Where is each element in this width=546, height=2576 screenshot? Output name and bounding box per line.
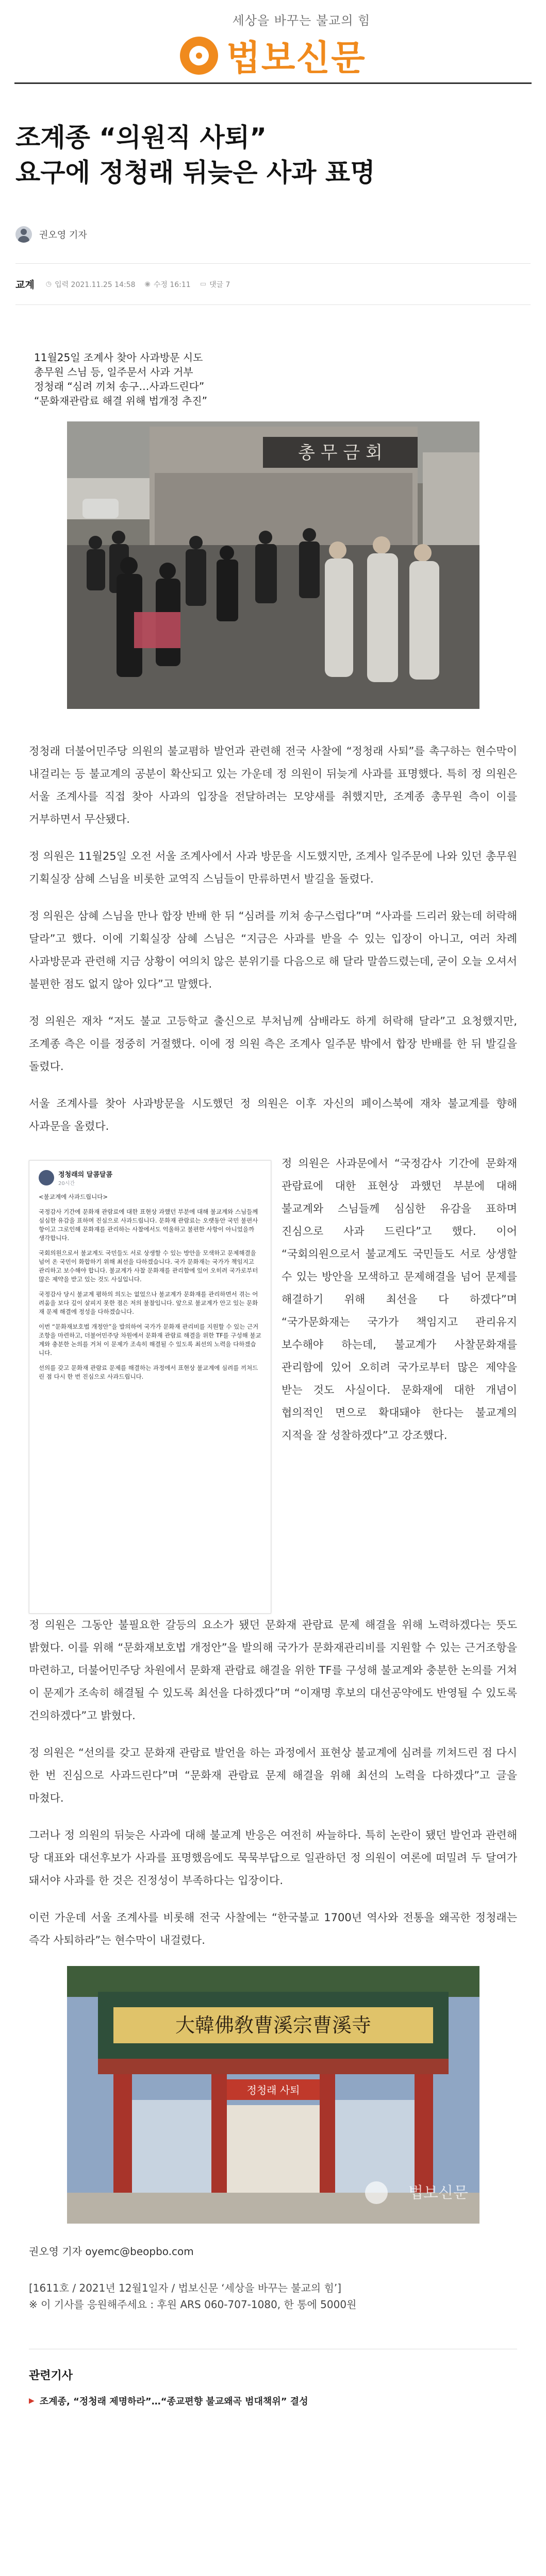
post-paragraph-1: <불교계에 사과드립니다> bbox=[39, 1193, 108, 1200]
post-paragraph-3: 국회의원으로서 불교계도 국민들도 서로 상생할 수 있는 방안을 모색하고 문제해결을 넘어 온 국민이 화합하기 위해 최선을 다하겠습니다. 국가 문화재는 국가가 책임지고 관리하고 보수해야 합니다. 불교계가 사찰 문화재를 관리함에 있어 오히려 국가로부터 많은 제약을 받고 있는 것도 사실입니다. bbox=[39, 1249, 258, 1283]
article-category[interactable]: 교계 bbox=[15, 279, 35, 291]
article-paragraph-3: 정 의원은 삼혜 스님을 만나 합장 반배 한 뒤 “심려를 끼쳐 송구스럽다”며 “사과를 드리러 왔는데 허락해 달라”고 했다. 이에 기획실장 삼혜 스님은 “지금은 사과를 받을 수 있는 입장이 아니고, 여러 차례 사과방문과 관련해 지금 상황이 여의치 않은 분위기를 다음으로 해 달라 말씀드렸는데, 굳이 오늘 오셔서 불편한 점도 없지 않아 있다”고 말했다. bbox=[29, 910, 517, 990]
author-avatar-icon bbox=[15, 226, 32, 243]
photo-visit-illustration bbox=[67, 421, 479, 709]
bullet-icon: ▶ bbox=[29, 2397, 35, 2405]
post-body bbox=[39, 1193, 261, 1381]
modified-item bbox=[145, 279, 191, 290]
related-item[interactable] bbox=[29, 2394, 517, 2408]
post-paragraph-6: 선의를 갖고 문화재 관람료 문제를 해결하는 과정에서 표현상 불교계에 심려를 끼쳐드린 점 다시 한 번 진심으로 사과드립니다. bbox=[39, 1364, 258, 1380]
logo-mark-icon bbox=[180, 37, 218, 75]
statement-section bbox=[29, 1152, 517, 1614]
statement-text bbox=[282, 1152, 517, 1614]
article-paragraph-8: 정 의원은 “선의를 갖고 문화재 관람료 발언을 하는 과정에서 표현상 불교계에 심려를 끼쳐드린 점 다시 한 번 진심으로 사과드린다”며 “문화재 관람료 문제 해결을 위해 최선의 노력을 다하겠다”고 글을 마쳤다. bbox=[29, 1747, 517, 1804]
publish-date: 입력 2021.11.25 14:58 bbox=[55, 280, 136, 289]
post-avatar-icon bbox=[39, 1170, 54, 1185]
site-slogan: 세상을 바꾸는 불교의 힘 bbox=[232, 13, 371, 28]
eye-icon: ◉ bbox=[144, 280, 151, 288]
article-paragraph-10: 이런 가운데 서울 조계사를 비롯해 전국 사찰에는 “한국불교 1700년 역사와 전통을 왜곡한 정청래는 즉각 사퇴하라”는 현수막이 내걸렸다. bbox=[29, 1911, 517, 1946]
post-author: 정청래의 달콤달콤 bbox=[58, 1171, 112, 1179]
photo-sign-text: 총 무 금 회 bbox=[297, 443, 383, 463]
subhead-2: 총무원 스님 등, 일주문서 사과 거부 bbox=[34, 366, 193, 378]
article-paragraph-6: 정 의원은 사과문에서 “국정감사 기간에 문화재 관람료에 대한 표현상 과했던 부분에 대해 불교계와 스님들께 심심한 유감을 표하며 진심으로 사과 드린다”고 했다. 이어 “국회의원으로서 불교계도 국민들도 서로 상생할 수 있는 방안을 모색하고 문제해결을 넘어 문제를 해결하기 위해 최선을 다 하겠다”며 “국가문화재는 국가가 책임지고 관리유지 보수해야 하는데, 불교계가 사찰문화재를 관리함에 있어 오히려 국가로부터 많은 제약을 받는 것도 사실이다. 문화재에 대한 개념이 협의적인 면으로 확대돼야 한다는 불교계의 지적을 잘 성찰하겠다”고 강조했다. bbox=[282, 1157, 517, 1442]
post-paragraph-2: 국정감사 기간에 문화재 관람료에 대한 표현상 과했던 부분에 대해 불교계와 스님들께 심심한 유감을 표하며 진심으로 사과드립니다. 문화재 관람료는 오랫동안 국민 불편사항이고 그로인해 문화재를 관리하는 사찰에서도 억울하고 불편한 사항이 아니었을까 생각합니다. bbox=[39, 1208, 258, 1242]
subhead-3: 정청래 “심려 끼쳐 송구…사과드린다” bbox=[34, 380, 205, 393]
post-paragraph-4: 국정감사 당시 불교계 폄하의 의도는 없었으나 불교계가 문화재를 관리하면서 겪는 어려움을 보다 깊이 살피지 못한 점은 저의 불찰입니다. 앞으로 불교계가 안고 있는 문화재 문제 해결에 정성을 다하겠습니다. bbox=[39, 1291, 258, 1315]
article-header bbox=[0, 84, 546, 305]
site-header bbox=[14, 0, 532, 84]
date-item bbox=[46, 279, 136, 290]
article-subheads bbox=[29, 350, 517, 408]
article-paragraph-5: 서울 조계사를 찾아 사과방문을 시도했던 정 의원은 이후 자신의 페이스북에 재차 불교계를 향해 사과문을 올렸다. bbox=[29, 1097, 517, 1132]
facebook-post-screenshot[interactable] bbox=[29, 1160, 271, 1614]
article-paragraph-4: 정 의원은 재차 “저도 불교 고등학교 출신으로 부처님께 삼배라도 하게 허락해 달라”고 요청했지만, 조계종 측은 이를 정중히 거절했다. 이에 정 의원 측은 조계사 일주문 밖에서 합장 반배를 한 뒤 발길을 돌렸다. bbox=[29, 1015, 517, 1073]
article-title-line-1: 조계종 “의원직 사퇴” bbox=[15, 123, 267, 152]
comment-icon: ▭ bbox=[200, 280, 207, 288]
subhead-4: “문화재관람료 해결 위해 법개정 추진” bbox=[34, 395, 207, 407]
modified-date: 수정 16:11 bbox=[153, 280, 191, 289]
article-photo-temple-gate[interactable] bbox=[67, 1966, 479, 2224]
author-row bbox=[15, 226, 531, 264]
photo-watermark: 법보신문 bbox=[408, 2184, 468, 2202]
subhead-1: 11월25일 조계사 찾아 사과방문 시도 bbox=[34, 351, 203, 364]
reporter-byline[interactable]: 권오영 기자 oyemc@beopbo.com bbox=[29, 2245, 194, 2258]
article-paragraph-1: 정청래 더불어민주당 의원의 불교폄하 발언과 관련해 전국 사찰에 “정청래 사퇴”를 촉구하는 현수막이 내걸리는 등 불교계의 공분이 확산되고 있는 가운데 정 의원이 뒤늦게 사과를 표명했다. 특히 정 의원은 서울 조계사를 직접 찾아 사과의 입장을 전달하려는 모양새를 취했지만, 조계종 총무원 측이 이를 거부하면서 무산됐다. bbox=[29, 745, 517, 825]
site-logo[interactable] bbox=[129, 10, 418, 80]
article-photo-visit[interactable] bbox=[67, 421, 479, 709]
article-title bbox=[15, 120, 531, 190]
clock-icon: ◷ bbox=[45, 280, 52, 288]
author-name[interactable]: 권오영 기자 bbox=[39, 230, 87, 241]
logo-text: 법보신문 bbox=[226, 38, 366, 79]
related-title: 관련기사 bbox=[29, 2369, 73, 2382]
gate-sign-text: 大韓佛敎曹溪宗曹溪寺 bbox=[175, 2014, 371, 2037]
comment-count: 댓글 7 bbox=[209, 280, 230, 289]
article-body bbox=[0, 350, 546, 2408]
article-meta bbox=[15, 264, 531, 305]
related-articles bbox=[29, 2349, 517, 2408]
article-paragraph-9: 그러나 정 의원의 뒤늦은 사과에 대해 불교계 반응은 여전히 싸늘하다. 특히 논란이 됐던 발언과 관련해 당 대표와 대선후보가 사과를 표명했음에도 묵묵부답으로 일관하던 정 의원이 여론에 떠밀려 두 달여가 돼서야 사과를 한 것은 진정성이 부족하다는 입장이다. bbox=[29, 1829, 517, 1887]
post-paragraph-5: 이번 “문화재보호법 개정안”을 발의하여 국가가 문화재 관리비를 지원할 수 있는 근거조항을 마련하고, 더불어민주당 차원에서 문화재 관람료 해결을 위한 TF를 구성해 불교계와 충분한 논의를 거쳐 이 문제가 조속히 해결될 수 있도록 최선의 노력을 다하겠습니다. bbox=[39, 1323, 261, 1357]
gate-banner-text: 정청래 사퇴 bbox=[246, 2084, 300, 2096]
post-date: 20시간 bbox=[58, 1181, 75, 1187]
photo-gate-illustration bbox=[67, 1966, 479, 2224]
article-title-line-2: 요구에 정청래 뒤늦은 사과 표명 bbox=[15, 158, 375, 188]
article-paragraph-7: 정 의원은 그동안 불필요한 갈등의 요소가 됐던 문화재 관람료 문제 해결을 위해 노력하겠다는 뜻도 밝혔다. 이를 위해 “문화재보호법 개정안”을 발의해 국가가 문화재관리비를 지원할 수 있는 근거조항을 마련하고, 더불어민주당 차원에서 문화재 관람료 해결을 위한 TF를 구성해 불교계와 충분한 논의를 거쳐 이 문제가 조속히 해결될 수 있도록 최선을 다하겠다”며 “이재명 후보의 대선공약에도 반영될 수 있도록 건의하겠다”고 밝혔다. bbox=[29, 1619, 517, 1722]
comments-item[interactable] bbox=[200, 279, 230, 290]
article-paragraph-2: 정 의원은 11월25일 오전 서울 조계사에서 사과 방문을 시도했지만, 조계사 일주문에 나와 있던 총무원 기획실장 삼혜 스님을 비롯한 교역직 스님들이 만류하면서 발길을 돌렸다. bbox=[29, 850, 517, 885]
related-item-label: 조계종, “정청래 제명하라”…“종교편향 불교왜곡 범대책위” 결성 bbox=[39, 2396, 308, 2407]
support-info: ※ 이 기사를 응원해주세요 : 후원 ARS 060-707-1080, 한 통에 5000원 bbox=[29, 2298, 357, 2311]
issue-info: [1611호 / 2021년 12월1일자 / 법보신문 ‘세상을 바꾸는 불교의 힘’] bbox=[29, 2282, 342, 2294]
post-header bbox=[39, 1169, 261, 1187]
